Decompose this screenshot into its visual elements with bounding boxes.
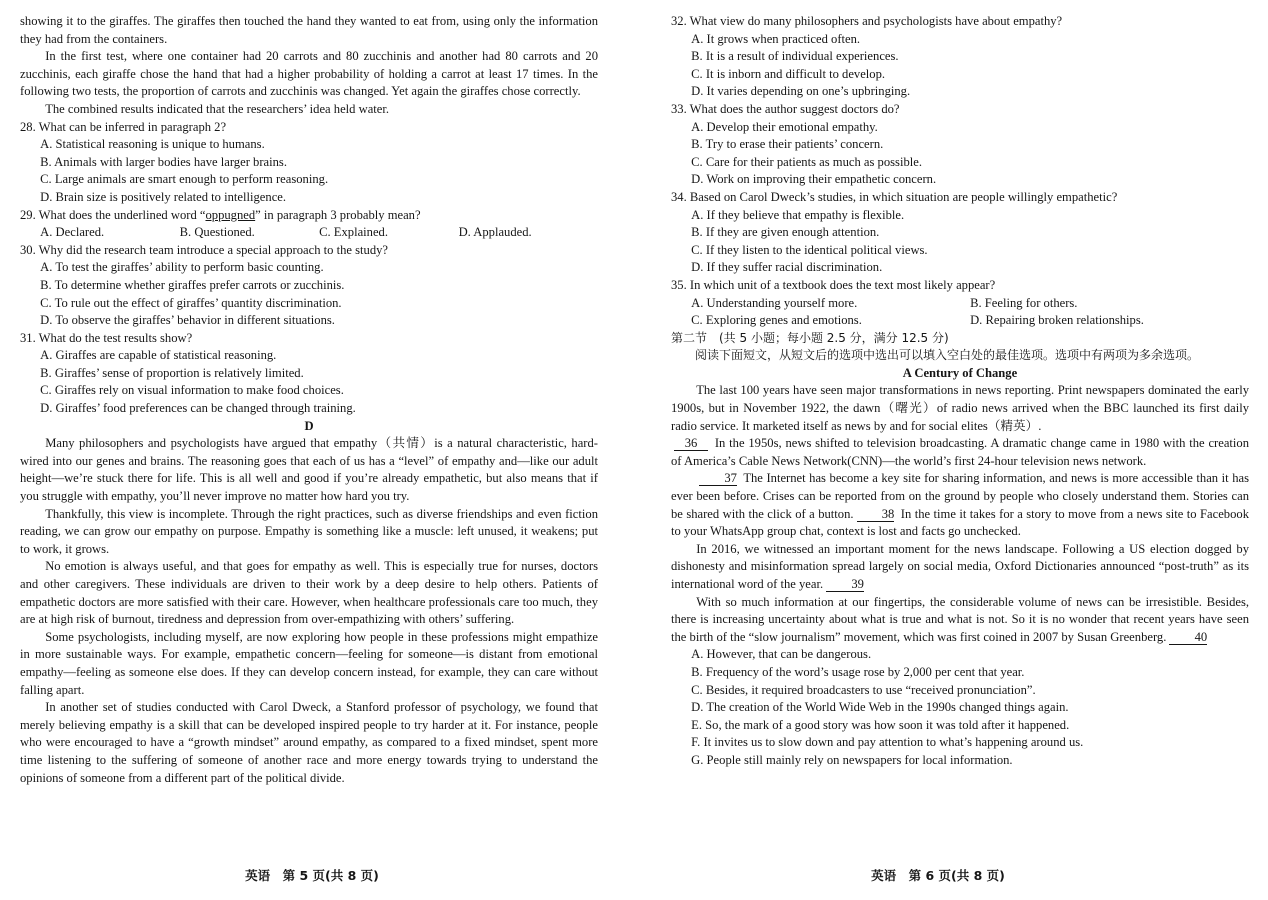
question-35-option-c: C. Exploring genes and emotions. <box>691 313 862 328</box>
question-32-stem: 32. What view do many philosophers and psychologists have about empathy? <box>671 14 1063 28</box>
question-34-stem: 34. Based on Carol Dweck’s studies, in which situation are people willingly empathetic? <box>671 189 1118 204</box>
choice-e: E. So, the mark of a good story was how soon it was told after it happened. <box>691 717 1070 732</box>
blank-37[interactable]: 37 <box>699 471 737 486</box>
question-31-option-a: A. Giraffes are capable of statistical reasoning. <box>40 348 277 363</box>
page-footer-6: 英语 第 6 页(共 8 页) <box>871 868 1005 883</box>
article-para-2-text: The Internet has become a key site for sharing information, and news is more accessible than it has ever been before. Crises can be reported from on the ground by people who closely understand them. Stories can be shared with the click of a button. <box>671 471 1249 521</box>
question-35-options-row-2 <box>671 312 1249 330</box>
question-28-stem: 28. What can be inferred in paragraph 2? <box>20 119 227 134</box>
question-28-option-a: A. Statistical reasoning is unique to humans. <box>40 137 265 152</box>
question-29-options <box>20 224 598 242</box>
question-34-option-b: B. If they are given enough attention. <box>691 225 880 240</box>
blank-39[interactable]: 39 <box>826 577 864 592</box>
question-29-option-a: A. Declared. <box>40 225 105 240</box>
passage-c-para-results: The combined results indicated that the researchers’ idea held water. <box>45 101 390 116</box>
question-33-option-c: C. Care for their patients as much as possible. <box>691 154 922 169</box>
passage-c-continuation: showing it to the giraffes. The giraffes then touched the hand they wanted to eat from, using only the information they had from the containers. <box>20 14 598 46</box>
question-29-underlined-word: oppugned <box>205 207 256 222</box>
choice-f: F. It invites us to slow down and pay attention to what’s happening around us. <box>691 735 1084 750</box>
question-33-option-a: A. Develop their emotional empathy. <box>691 119 878 134</box>
article-para-1b-text: In the 1950s, news shifted to television broadcasting. A dramatic change came in 1980 with the creation of America’s Cable News Network(CNN)—the world’s first 24-hour television news network. <box>671 436 1249 468</box>
article-para-1: The last 100 years have seen major transformations in news reporting. Print newspapers dominated the early 1900s, but in November 1922, the dawn（曙光）of radio news arrived when the BBC launched its first daily radio service. It marketed itself as news by and for social elites（精英）. <box>671 383 1249 433</box>
choice-a: A. However, that can be dangerous. <box>691 647 872 662</box>
blank-36[interactable]: 36 <box>674 436 708 451</box>
passage-d-para-2: Thankfully, this view is incomplete. Through the right practices, such as diverse friendships and even fiction reading, we can grow our empathy on purpose. Empathy is something like a muscle: left unused, it weakens; put to work, it grows. <box>20 506 598 556</box>
question-29-stem-after: ” in paragraph 3 probably mean? <box>255 207 421 222</box>
passage-d-para-3: No emotion is always useful, and that goes for empathy as well. This is especially true for nurses, doctors and other caregivers. These individuals are driven to their work by a deep desire to help others. Patients of empathetic doctors are more satisfied with their care. However, when healthcare professionals care too much, they are at high risk of burnout, tiredness and depression from over-empathizing with others’ suffering. <box>20 559 598 627</box>
page-footer-5: 英语 第 5 页(共 8 页) <box>245 868 379 883</box>
article-para-4 <box>671 594 1249 647</box>
right-column <box>671 13 1249 770</box>
article-para-3-text: In 2016, we witnessed an important moment for the news landscape. Following a US election dogged by dishonesty and misinformation spread largely on social media, Oxford Dictionaries announced “post-truth” as its international word of the year. <box>671 541 1249 591</box>
question-29-option-c: C. Explained. <box>319 225 388 240</box>
article-para-3 <box>671 541 1249 594</box>
section-2-instructions: 阅读下面短文，从短文后的选项中选出可以填入空白处的最佳选项。选项中有两项为多余选项。 <box>695 348 1200 363</box>
question-34-option-a: A. If they believe that empathy is flexible. <box>691 207 905 222</box>
question-28-option-c: C. Large animals are smart enough to perform reasoning. <box>40 172 329 187</box>
article-para-1b <box>671 435 1249 470</box>
question-31-option-c: C. Giraffes rely on visual information to make food choices. <box>40 383 344 398</box>
article-para-2 <box>671 470 1249 540</box>
question-35-option-d: D. Repairing broken relationships. <box>970 313 1144 328</box>
question-31-option-b: B. Giraffes’ sense of proportion is relatively limited. <box>40 365 304 380</box>
question-32-option-d: D. It varies depending on one’s upbringing. <box>691 84 911 99</box>
question-34-option-c: C. If they listen to the identical political views. <box>691 242 928 257</box>
question-28-option-b: B. Animals with larger bodies have larger brains. <box>40 154 287 169</box>
passage-c-para-first-test: In the first test, where one container had 20 carrots and 80 zucchinis and another had 80 carrots and 20 zucchinis, each giraffe chose the hand that had a higher probability of holding a carrot at least 17 times. In the following two tests, the proportion of carrots and zucchinis was changed. Yet again the giraffes chose correctly. <box>20 49 598 99</box>
question-33-option-d: D. Work on improving their empathetic concern. <box>691 172 937 187</box>
passage-d-para-5: In another set of studies conducted with Carol Dweck, a Stanford professor of psychology, we found that merely believing empathy is a skill that can be developed inspired people to try harder at it. For instance, people who were encouraged to have a “growth mindset” around empathy, as compared to a fixed mindset, spent more time listening to the suffering of someone of another race and more energy towards trying to understand the opinions of someone from a different part of the political divide. <box>20 700 598 785</box>
passage-d-para-1: Many philosophers and psychologists have argued that empathy（共情）is a natural characteristic, hard-wired into our genes and brains. The reasoning goes that each of us has a “level” of empathy and—like our adult height—we’re stuck there for life. This is all well and good if you’re already empathetic, but also means that if you struggle with empathy, you’ll never improve no matter how hard you try. <box>20 436 598 504</box>
article-para-2b-text: In the time it takes for a story to move from a news site to Facebook to your WhatsApp group chat, context is lost and facts go unchecked. <box>671 506 1249 539</box>
question-30-option-d: D. To observe the giraffes’ behavior in different situations. <box>40 313 335 328</box>
question-29-option-d: D. Applauded. <box>458 225 532 240</box>
question-32-option-b: B. It is a result of individual experiences. <box>691 49 899 64</box>
choice-b: B. Frequency of the word’s usage rose by 2,000 per cent that year. <box>691 664 1025 679</box>
question-35-option-b: B. Feeling for others. <box>970 295 1078 310</box>
question-29-option-b: B. Questioned. <box>179 225 255 240</box>
passage-d-heading: D <box>304 418 314 433</box>
question-29-stem <box>20 207 598 225</box>
article-title: A Century of Change <box>902 365 1018 380</box>
question-33-stem: 33. What does the author suggest doctors do? <box>671 101 900 116</box>
question-30-option-a: A. To test the giraffes’ ability to perform basic counting. <box>40 260 324 275</box>
question-31-option-d: D. Giraffes’ food preferences can be changed through training. <box>40 401 356 416</box>
question-31-stem: 31. What do the test results show? <box>20 330 193 345</box>
section-2-header: 第二节 (共 5 小题；每小题 2.5 分，满分 12.5 分) <box>671 330 949 345</box>
question-35-stem: 35. In which unit of a textbook does the text most likely appear? <box>671 277 996 292</box>
choice-d: D. The creation of the World Wide Web in the 1990s changed things again. <box>691 700 1069 715</box>
passage-d-para-4: Some psychologists, including myself, are now exploring how people in these professions might empathize in more sustainable ways. For example, empathetic concern—feeling for someone—is distant from emotional empathy—feeling as someone else does. If they can develop concern instead, for example, they can care without falling apart. <box>20 629 598 697</box>
question-29-stem-before: 29. What does the underlined word “ <box>20 207 206 222</box>
question-35-option-a: A. Understanding yourself more. <box>691 295 858 310</box>
question-30-stem: 30. Why did the research team introduce a special approach to the study? <box>20 242 388 257</box>
question-28-option-d: D. Brain size is positively related to intelligence. <box>40 189 287 204</box>
question-34-option-d: D. If they suffer racial discrimination. <box>691 260 883 275</box>
question-30-option-b: B. To determine whether giraffes prefer carrots or zucchinis. <box>40 277 345 292</box>
question-30-option-c: C. To rule out the effect of giraffes’ quantity discrimination. <box>40 295 342 310</box>
article-para-4-text: With so much information at our fingertips, the considerable volume of news can be irresistible. Besides, there is increasing uncertainty about what is true and what is not. So it is no wonder that recent years have seen the birth of the “slow journalism” movement, which was first coined in 2007 by Susan Greenberg. <box>671 594 1249 644</box>
blank-38[interactable]: 38 <box>857 507 895 522</box>
choice-c: C. Besides, it required broadcasters to use “received pronunciation”. <box>691 682 1036 697</box>
question-35-options-row-1 <box>671 295 1249 313</box>
question-32-option-c: C. It is inborn and difficult to develop. <box>691 66 886 81</box>
blank-40[interactable]: 40 <box>1169 630 1207 645</box>
choice-g: G. People still mainly rely on newspapers for local information. <box>691 752 1013 767</box>
question-33-option-b: B. Try to erase their patients’ concern. <box>691 137 884 152</box>
question-32-option-a: A. It grows when practiced often. <box>691 31 861 46</box>
left-column <box>20 13 598 787</box>
